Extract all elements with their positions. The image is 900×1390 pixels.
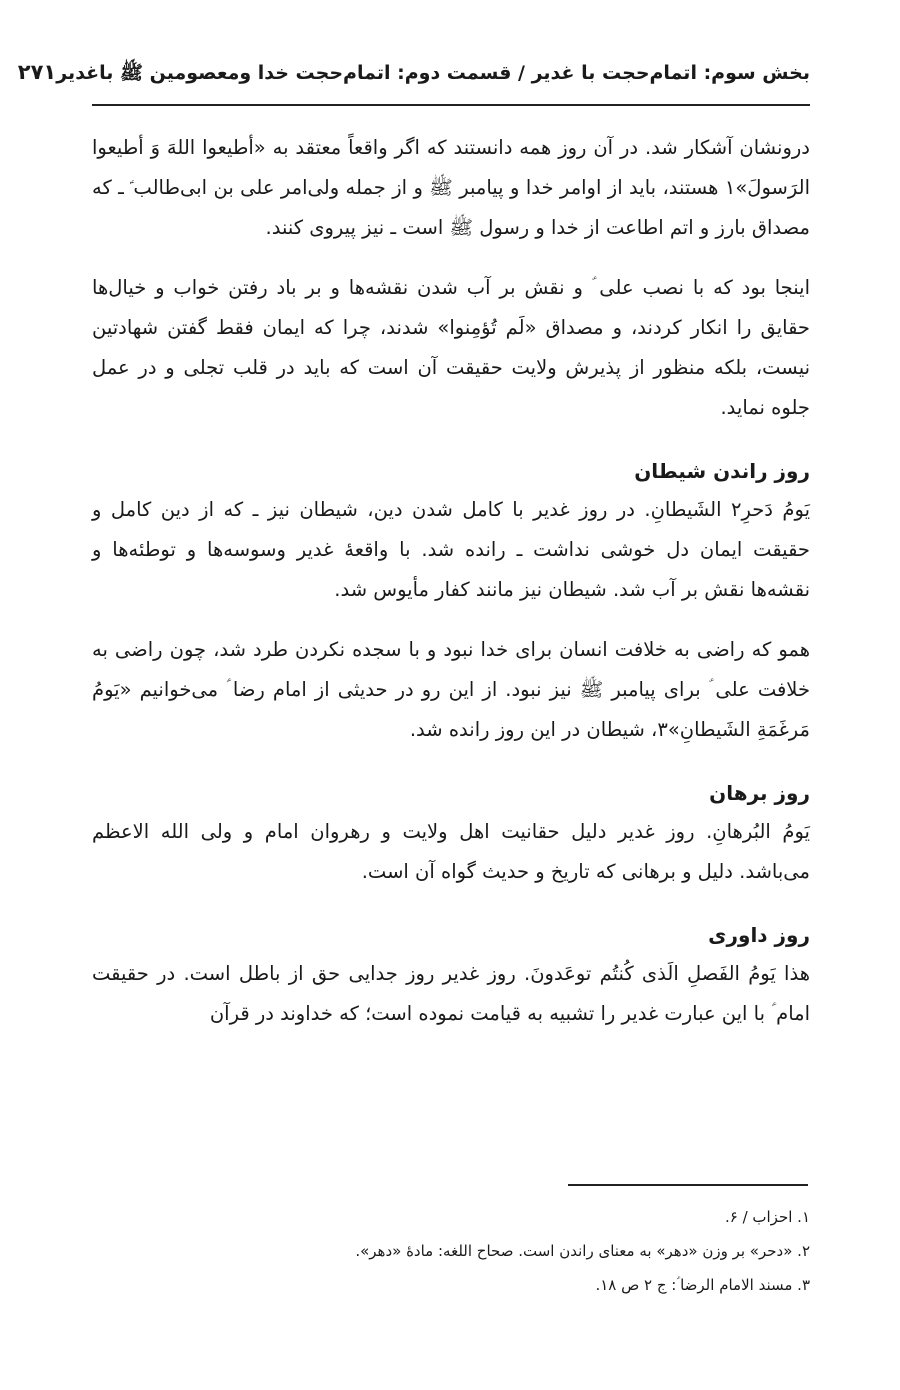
page-number: ۲۷۱ [17,60,57,84]
running-header [17,60,810,106]
section-1-paragraph-1: یَومُ دَحرِ۲ الشَیطانِ. در روز غدیر با کامل شدن دین، شیطان نیز ـ که از دین کامل و حقیقت ایمان دل خوشی نداشت ـ رانده شد. با واقعهٔ غدیر وسوسه‌ها و توطئه‌ها و نقشه‌ها نقش بر آب شد. شیطان نیز مانند کفار مأیوس شد. [92,498,810,601]
footnotes [92,1200,810,1302]
section-heading-proof: روز برهان [709,781,810,805]
section-2-paragraph-1: یَومُ البُرهانِ. روز غدیر دلیل حقانیت اهل ولایت و رهروان امام و ولی الله الاعظم می‌باشد. دلیل و برهانی که تاریخ و حدیث گواه آن است. [92,820,810,883]
paragraph-1: درونشان آشکار شد. در آن روز همه دانستند که اگر واقعاً معتقد به «أطیعوا اللهَ وَ أطیعوا الرَسولَ»۱ هستند، باید از اوامر خدا و پیامبر ﷺ و از جمله ولی‌امر علی بن ابی‌طالب ؑ ـ که مصداق بارز و اتم اطاعت از خدا و رسول ﷺ است ـ نیز پیروی کنند. [92,136,810,239]
footnote-2: ۲. «دحر» بر وزن «دهر» به معنای راندن است. صحاح اللغه: مادهٔ «دهر». [355,1242,810,1260]
paragraph-2: اینجا بود که با نصب علی ؑ و نقش بر آب شدن نقشه‌ها و بر باد رفتن خواب و خیال‌ها حقایق را انکار کردند، و مصداق «لَم تُؤمِنوا» شدند، چرا که ایمان فقط گفتن شهادتین نیست، بلکه منظور از پذیرش ولایت حقیقت آن است که باید در قلب تجلی و در عمل جلوه نماید. [92,276,810,419]
section-heading-expelling-satan: روز راندن شیطان [634,459,810,483]
page [17,60,810,1054]
section-3-paragraph-1: هذا یَومُ الفَصلِ الَذی کُنتُم توعَدونَ. روز غدیر روز جدایی حق از باطل است. در حقیقت امام ؑ با این عبارت غدیر را تشبیه به قیامت نموده است؛ که خداوند در قرآن [92,962,810,1025]
section-heading-judgment: روز داوری [708,923,810,947]
running-header-title: بخش سوم: اتمام‌حجت با غدیر / قسمت دوم: اتمام‌حجت خدا ومعصومین ﷺ باغدیر [56,62,810,84]
body-text [92,128,810,1034]
footnote-3: ۳. مسند الامام الرضا ؑ: ج ۲ ص ۱۸. [595,1276,810,1294]
section-1-paragraph-2: همو که راضی به خلافت انسان برای خدا نبود و با سجده نکردن طرد شد، چون راضی به خلافت علی ؑ برای پیامبر ﷺ نیز نبود. از این رو در حدیثی از امام رضا ؑ می‌خوانیم «یَومُ مَرغَمَةِ الشَیطانِ»۳، شیطان در این روز رانده شد. [92,638,810,741]
footnote-1: ۱. احزاب / ۶. [724,1208,810,1226]
footnote-divider [568,1184,808,1186]
